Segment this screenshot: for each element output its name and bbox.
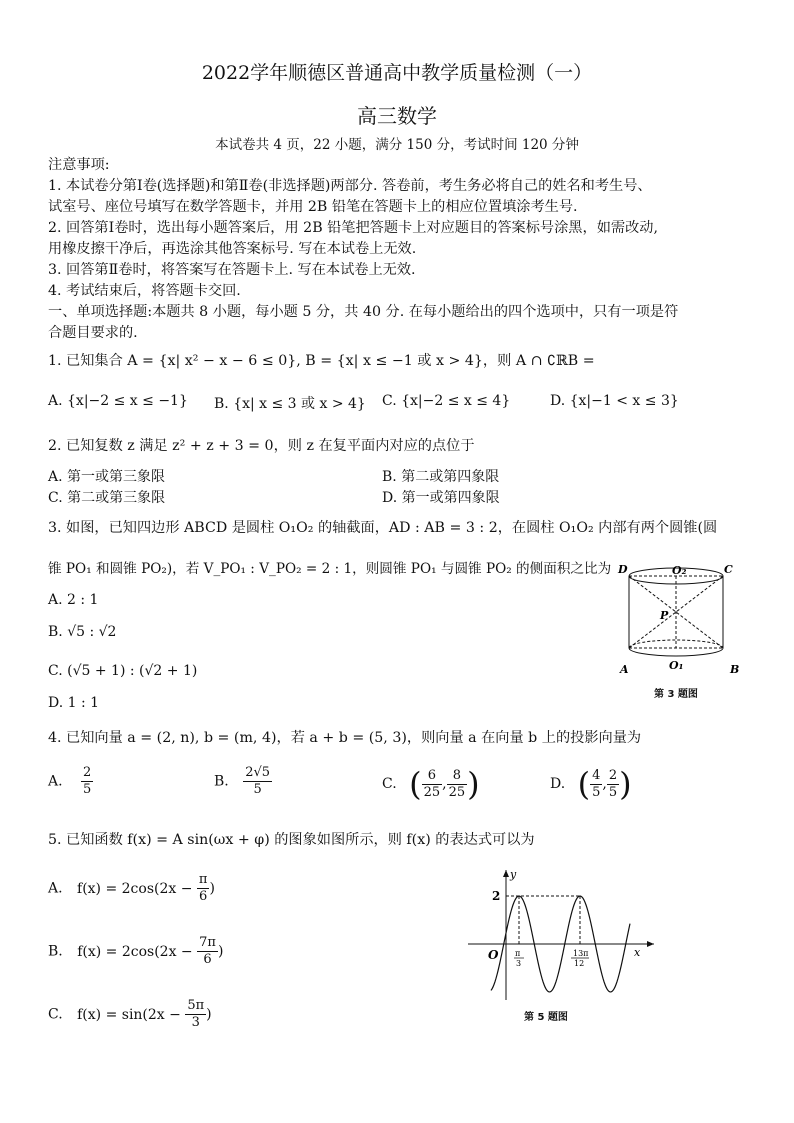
q1-option-a: A. {x|−2 ≤ x ≤ −1} [48, 393, 188, 409]
q1-option-c: C. {x|−2 ≤ x ≤ 4} [382, 393, 511, 409]
q5-b-label: B. [48, 943, 63, 960]
label-b: B [730, 663, 740, 676]
q5-option-c: C. f(x) = sin(2x − $\frac{5\pi}{3}$ ) [48, 998, 212, 1030]
tick1-num: π [515, 949, 521, 958]
q4-c-d1: 25 [423, 784, 441, 800]
q3-option-b: B. √5 : √2 [48, 624, 117, 640]
q5-option-b: B. f(x) = 2cos(2x − $\frac{7\pi}{6}$ ) [48, 935, 224, 967]
label-p: P [660, 609, 669, 622]
q5-b-num: 7π [199, 935, 216, 950]
q2-option-d: D. 第一或第四象限 [382, 490, 500, 506]
q5-a-expr: f(x) = 2cos(2x − [77, 880, 193, 897]
section1-line-b: 合题目要求的. [48, 325, 138, 341]
q4-a-num: 2 [83, 765, 92, 780]
tick2-num: 13π [573, 949, 589, 958]
label-a: A [620, 663, 629, 676]
y-axis-label: y [510, 868, 517, 881]
q5-b-den: 6 [203, 952, 212, 967]
q4-c-n1: 6 [422, 768, 443, 785]
notes-heading: 注意事项: [48, 157, 110, 173]
q4-b-label: B. [214, 773, 229, 790]
q3-stem-2: 锥 PO₁ 和圆锥 PO₂)，若 V_PO₁ : V_PO₂ = 2 : 1，则圆锥 PO₁ 与圆锥 PO₂ 的侧面积之比为 [48, 561, 612, 577]
q5-c-label: C. [48, 1006, 63, 1023]
q4-a-label: A. [48, 773, 63, 790]
q5-b-expr: f(x) = 2cos(2x − [77, 943, 193, 960]
q4-d-d1: 5 [592, 784, 601, 800]
section1-line-a: 一、单项选择题:本题共 8 小题，每小题 5 分，共 40 分. 在每小题给出的四个选项中，只有一项是符 [48, 304, 679, 320]
q4-option-d: D. ( $\frac{4}{5}$ , $\frac{2}{5}$ ) [550, 765, 632, 803]
q5-a-num: π [198, 872, 208, 887]
q5-c-expr: f(x) = sin(2x − [77, 1006, 181, 1023]
label-o2: O₂ [672, 564, 687, 577]
q1-option-d: D. {x|−1 < x ≤ 3} [550, 393, 679, 409]
label-c: C [724, 563, 733, 576]
q4-c-d2: 25 [448, 784, 466, 800]
q3-option-c: C. (√5 + 1) : (√2 + 1) [48, 663, 198, 679]
tick1-den: 3 [516, 959, 522, 968]
q4-a-den: 5 [83, 782, 92, 797]
q2-option-a: A. 第一或第三象限 [48, 469, 166, 485]
q4-option-c: C. ( $\frac{6}{25}$ , $\frac{8}{25}$ ) [382, 765, 480, 803]
q5-a-den: 6 [199, 889, 208, 904]
q2-option-b: B. 第二或第四象限 [382, 469, 500, 485]
q5-c-num: 5π [187, 998, 205, 1013]
q2-option-c: C. 第二或第三象限 [48, 490, 166, 506]
note-1b: 试室号、座位号填写在数学答题卡，并用 2B 铅笔在答题卡上的相应位置填涂考生号. [48, 199, 578, 215]
x-axis-label: x [634, 946, 641, 959]
note-2a: 2. 回答第Ⅰ卷时，选出每小题答案后，用 2B 铅笔把答题卡上对应题目的答案标号涂黑，如需改动, [48, 220, 658, 236]
q4-option-b [214, 765, 272, 798]
q4-option-a [48, 765, 93, 798]
q5-option-a: A. f(x) = 2cos(2x − $\frac{\pi}{6}$ ) [48, 872, 215, 904]
q4-d-d2: 5 [608, 784, 618, 800]
max-label: 2 [492, 889, 501, 903]
exam-title: 2022学年顺德区普通高中教学质量检测（一） [201, 62, 593, 84]
cylinder-figure [612, 558, 752, 698]
q3-option-a: A. 2 : 1 [48, 592, 99, 608]
note-2b: 用橡皮擦干净后，再选涂其他答案标号. 写在本试卷上无效. [48, 241, 417, 257]
q3-figure-caption: 第 3 题图 [654, 689, 698, 700]
q4-c-label: C. [382, 776, 397, 792]
tick2-den: 12 [574, 959, 585, 968]
q1-option-b: B. {x| x ≤ 3 或 x > 4} [214, 396, 366, 412]
note-1a: 1. 本试卷分第Ⅰ卷(选择题)和第Ⅱ卷(非选择题)两部分. 答卷前，考生务必将自己的姓名和考生号、 [48, 178, 652, 194]
q4-b-num: 2√5 [245, 765, 271, 780]
exam-info: 本试卷共 4 页，22 小题，满分 150 分，考试时间 120 分钟 [215, 137, 579, 153]
q2-stem: 2. 已知复数 z 满足 z² + z + 3 = 0，则 z 在复平面内对应的点位于 [48, 438, 475, 454]
q4-stem: 4. 已知向量 a = (2, n), b = (m, 4)，若 a + b = (5, 3)，则向量 a 在向量 b 上的投影向量为 [48, 730, 642, 746]
subject-title: 高三数学 [357, 104, 437, 128]
q5-a-label: A. [48, 880, 63, 897]
q5-figure-caption: 第 5 题图 [524, 1012, 568, 1023]
q3-option-d: D. 1 : 1 [48, 695, 100, 711]
note-4: 4. 考试结束后，将答题卡交回. [48, 283, 241, 299]
note-3: 3. 回答第Ⅱ卷时，将答案写在答题卡上. 写在本试卷上无效. [48, 262, 416, 278]
q4-c-n2: 8 [447, 768, 468, 785]
q4-b-den: 5 [253, 782, 262, 797]
origin-label: O [488, 948, 499, 962]
label-d: D [618, 563, 628, 576]
q3-stem-1: 3. 如图，已知四边形 ABCD 是圆柱 O₁O₂ 的轴截面，AD : AB = 3 : 2，在圆柱 O₁O₂ 内部有两个圆锥(圆 [48, 520, 718, 536]
q4-d-n2: 2 [608, 767, 618, 783]
q5-stem: 5. 已知函数 f(x) = A sin(ωx + φ) 的图象如图所示，则 f(x) 的表达式可以为 [48, 832, 535, 848]
q1-stem: 1. 已知集合 A = {x| x² − x − 6 ≤ 0}, B = {x| x ≤ −1 或 x > 4}，则 A ∩ ∁ℝB = [48, 353, 595, 369]
q4-d-label: D. [550, 776, 566, 792]
q4-d-n1: 4 [592, 767, 601, 783]
q5-c-den: 3 [191, 1015, 200, 1030]
sine-graph-figure [466, 866, 662, 1002]
label-o1: O₁ [669, 659, 684, 672]
